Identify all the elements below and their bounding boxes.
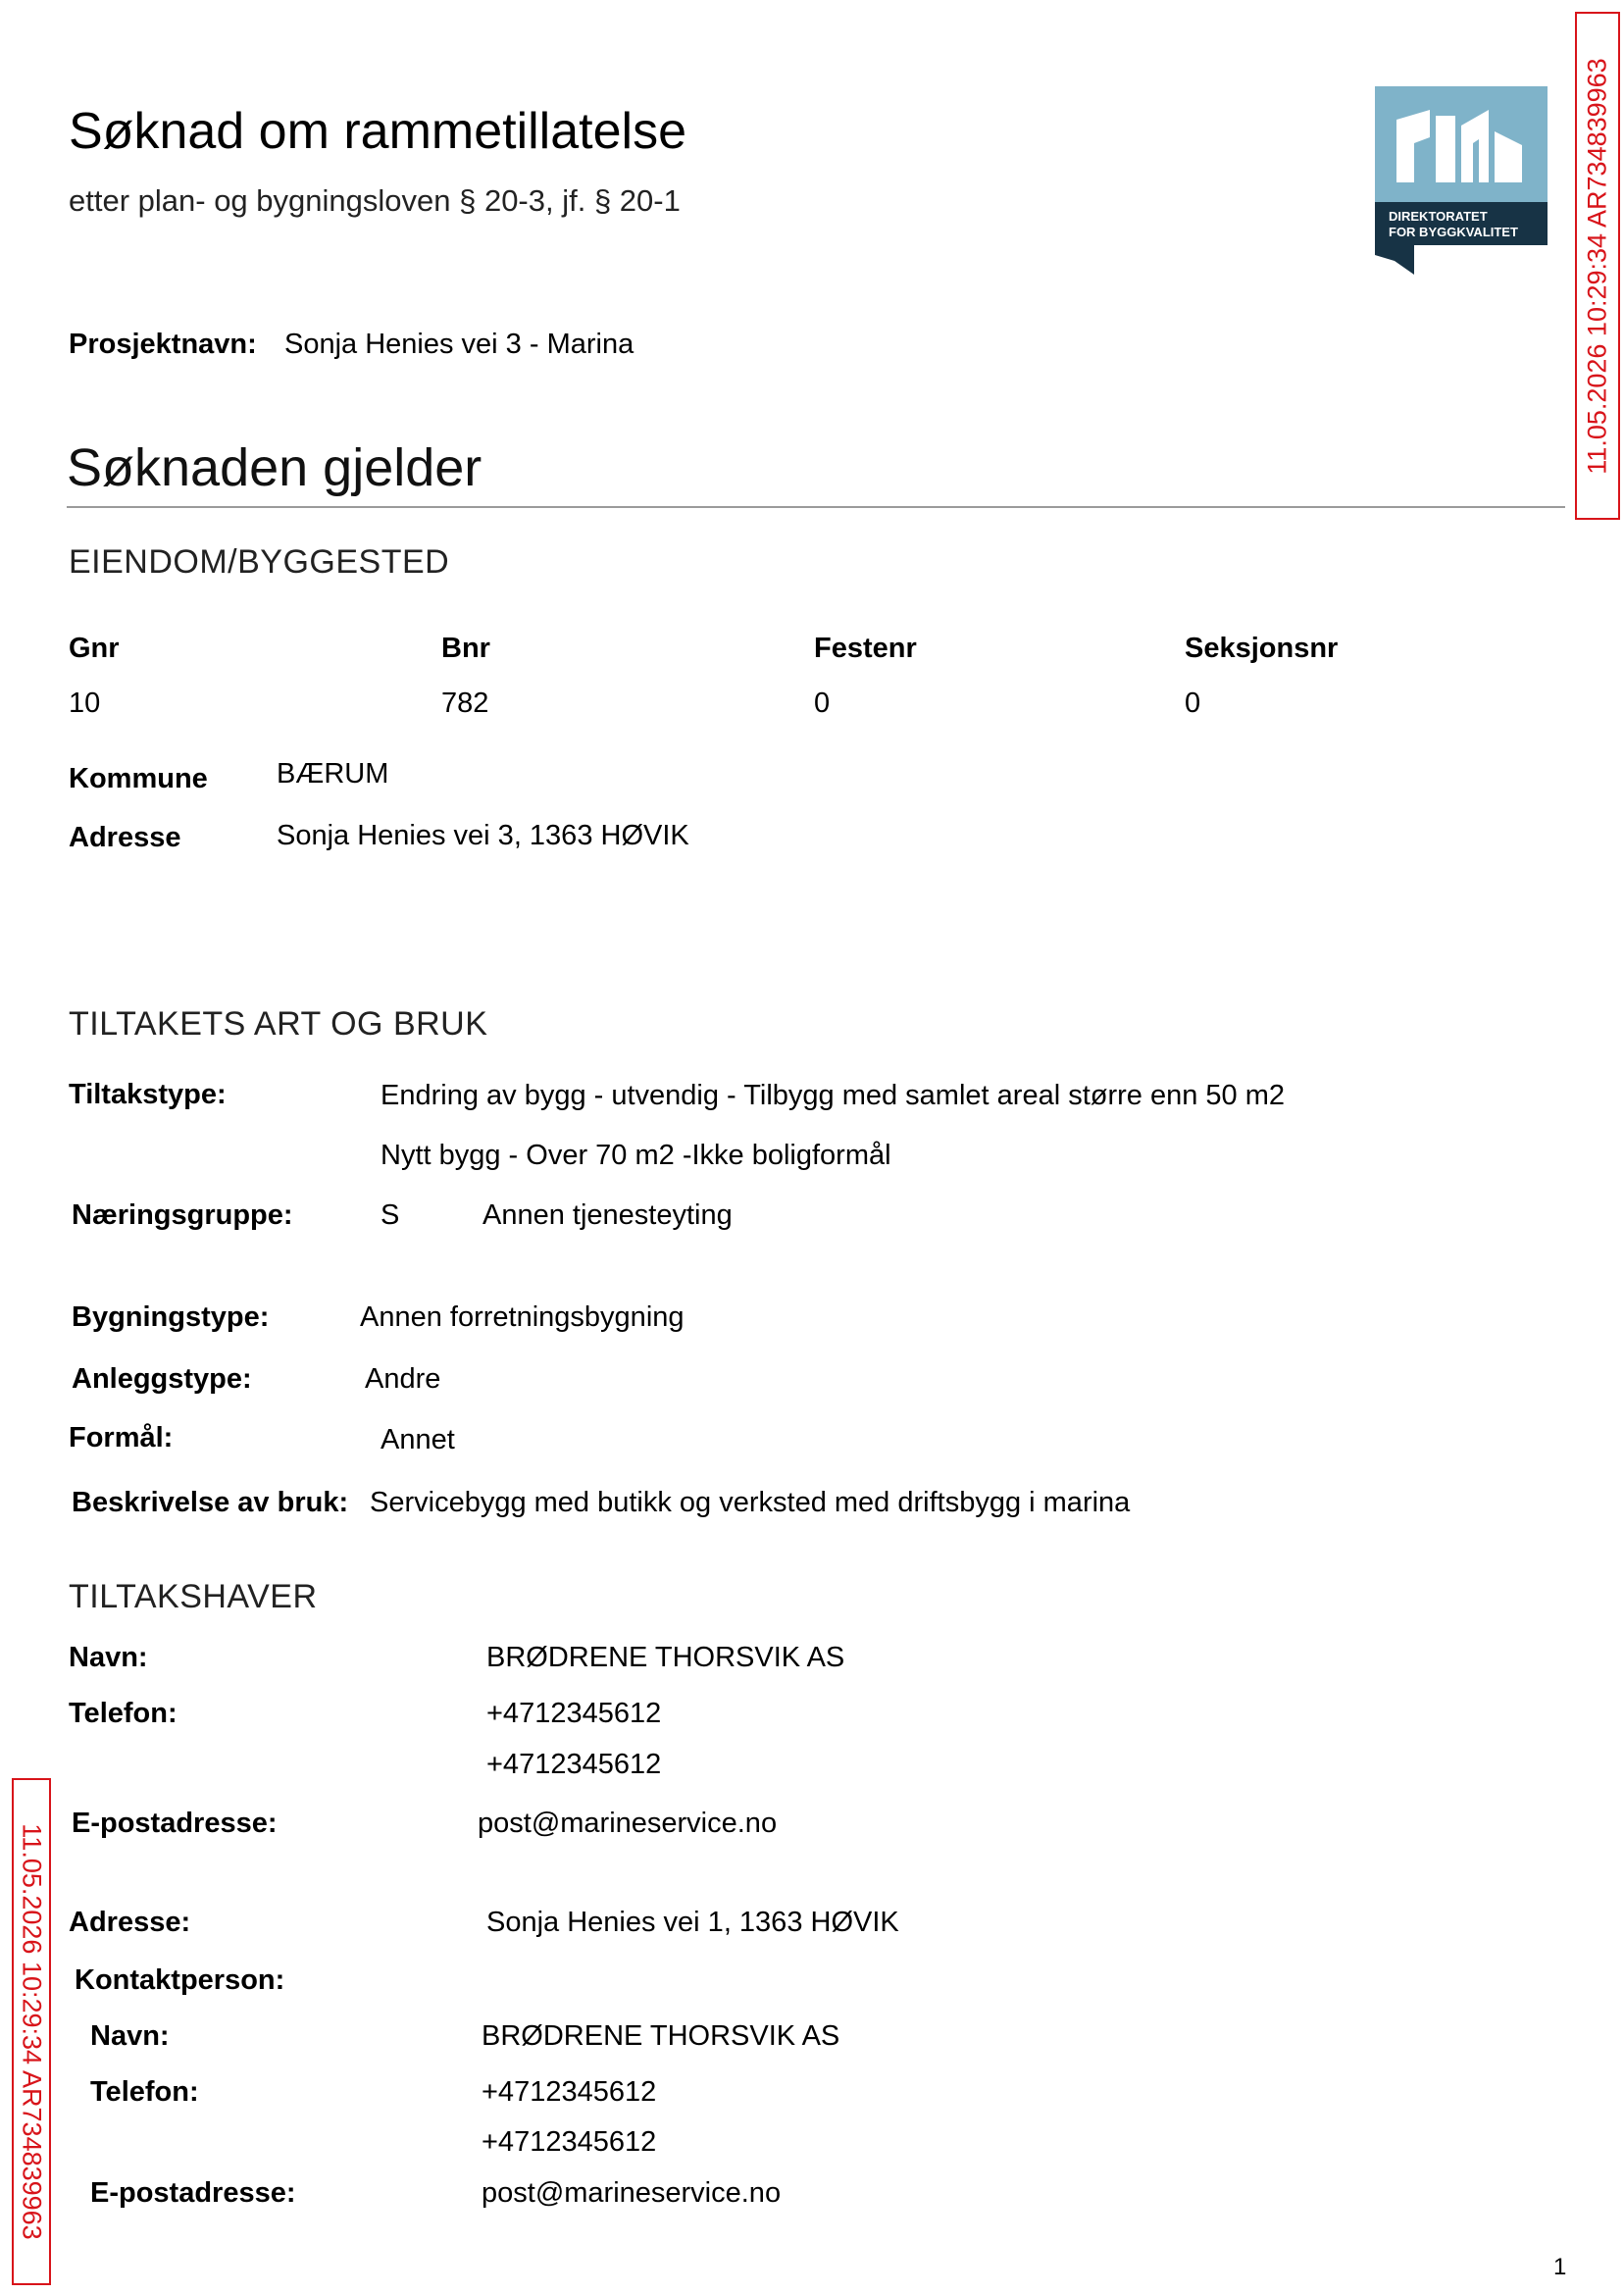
page-number: 1 <box>1553 2254 1567 2280</box>
tiltakstype-value-1: Endring av bygg - utvendig - Tilbygg med samlet areal større enn 50 m2 <box>381 1080 1286 1111</box>
bnr-value: 782 <box>441 688 489 719</box>
kommune-value: BÆRUM <box>277 758 389 790</box>
eiendom-heading: EIENDOM/BYGGESTED <box>69 543 450 581</box>
kontaktperson-label: Kontaktperson: <box>75 1964 285 1996</box>
gnr-value: 10 <box>69 688 101 719</box>
adresse-value: Sonja Henies vei 3, 1363 HØVIK <box>277 820 689 851</box>
tiltakshaver-telefon-1: +4712345612 <box>486 1698 662 1729</box>
tiltak-heading: TILTAKETS ART OG BRUK <box>69 1005 488 1043</box>
timestamp-stamp-top: 11.05.2026 10:29:34 AR734839963 <box>1575 12 1620 520</box>
section-divider <box>67 506 1565 508</box>
adresse-label: Adresse <box>69 822 181 853</box>
bygningstype-label: Bygningstype: <box>72 1301 270 1333</box>
festenr-label: Festenr <box>814 633 917 664</box>
beskrivelse-label: Beskrivelse av bruk: <box>72 1487 349 1518</box>
naeringsgruppe-value: Annen tjenesteyting <box>482 1199 733 1231</box>
kontakt-navn-value: BRØDRENE THORSVIK AS <box>482 2020 840 2052</box>
kontakt-epost-value: post@marineservice.no <box>482 2177 782 2209</box>
kontakt-navn-label: Navn: <box>90 2020 170 2052</box>
beskrivelse-value: Servicebygg med butikk og verksted med driftsbygg i marina <box>370 1487 1131 1518</box>
document-title: Søknad om rammetillatelse <box>69 103 686 160</box>
tiltakshaver-navn-value: BRØDRENE THORSVIK AS <box>486 1642 845 1673</box>
tiltakshaver-heading: TILTAKSHAVER <box>69 1578 318 1615</box>
bygningstype-value: Annen forretningsbygning <box>360 1301 685 1333</box>
formal-value: Annet <box>381 1424 455 1455</box>
gnr-label: Gnr <box>69 633 120 664</box>
tiltakshaver-telefon-label: Telefon: <box>69 1698 178 1729</box>
formal-label: Formål: <box>69 1422 174 1453</box>
kontakt-telefon-2: +4712345612 <box>482 2126 657 2158</box>
naeringsgruppe-code: S <box>381 1199 400 1231</box>
kontakt-epost-label: E-postadresse: <box>90 2177 296 2209</box>
svg-text:FOR BYGGKVALITET: FOR BYGGKVALITET <box>1389 225 1518 239</box>
tiltakshaver-navn-label: Navn: <box>69 1642 148 1673</box>
tiltakshaver-epost-label: E-postadresse: <box>72 1808 278 1839</box>
tiltakshaver-epost-value: post@marineservice.no <box>478 1808 778 1839</box>
kontakt-telefon-label: Telefon: <box>90 2076 199 2108</box>
project-name-value: Sonja Henies vei 3 - Marina <box>284 329 634 360</box>
bnr-label: Bnr <box>441 633 490 664</box>
seksjonsnr-label: Seksjonsnr <box>1185 633 1339 664</box>
festenr-value: 0 <box>814 688 831 719</box>
section-heading-soknaden-gjelder: Søknaden gjelder <box>67 438 482 497</box>
kommune-label: Kommune <box>69 763 208 794</box>
timestamp-stamp-bottom: 11.05.2026 10:29:34 AR734839963 <box>12 1778 51 2285</box>
project-name-label: Prosjektnavn: <box>69 329 257 360</box>
naeringsgruppe-label: Næringsgruppe: <box>72 1199 293 1231</box>
tiltakstype-value-2: Nytt bygg - Over 70 m2 -Ikke boligformål <box>381 1140 891 1171</box>
document-subtitle: etter plan- og bygningsloven § 20-3, jf. § 20-1 <box>69 183 681 218</box>
kontakt-telefon-1: +4712345612 <box>482 2076 657 2108</box>
svg-text:DIREKTORATET: DIREKTORATET <box>1389 209 1488 224</box>
tiltakshaver-adresse-value: Sonja Henies vei 1, 1363 HØVIK <box>486 1907 899 1938</box>
tiltakshaver-adresse-label: Adresse: <box>69 1907 191 1938</box>
anleggstype-value: Andre <box>365 1363 441 1395</box>
tiltakshaver-telefon-2: +4712345612 <box>486 1749 662 1780</box>
dibk-logo <box>1375 86 1548 275</box>
anleggstype-label: Anleggstype: <box>72 1363 252 1395</box>
seksjonsnr-value: 0 <box>1185 688 1201 719</box>
tiltakstype-label: Tiltakstype: <box>69 1079 227 1110</box>
